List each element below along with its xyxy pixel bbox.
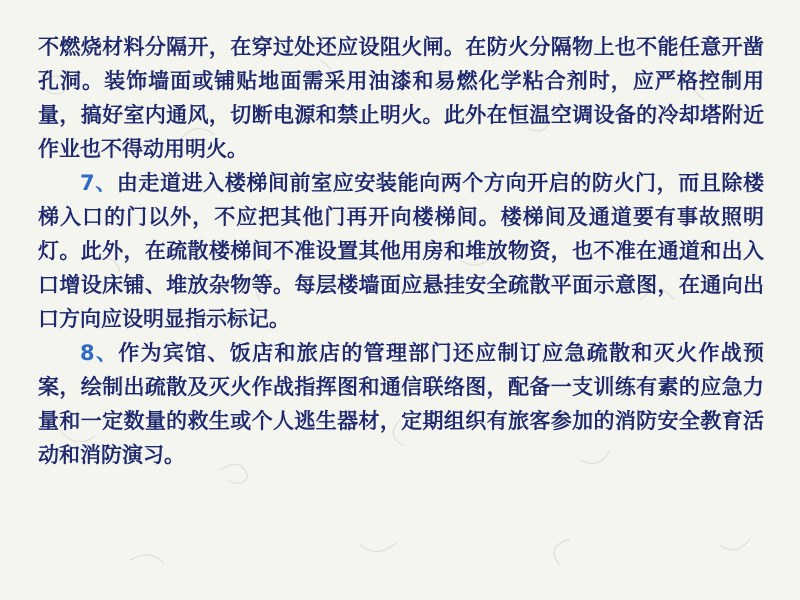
item-number: 8 bbox=[80, 341, 95, 365]
item-number: 7 bbox=[80, 171, 95, 195]
paragraph-text: 作为宾馆、饭店和旅店的管理部门还应制订应急疏散和灭火作战预案，绘制出疏散及灭火作战指挥图和通信联络图，配备一支训练有素的应急力量和一定数量的救生或个人逃生器材，定期组织有旅客参加的消防安全教育活动和消防演习。 bbox=[38, 341, 764, 467]
item-separator: 、 bbox=[94, 171, 117, 195]
paragraph-text: 不燃烧材料分隔开，在穿过处还应设阻火闸。在防火分隔物上也不能任意开凿孔洞。装饰墙面或铺贴地面需采用油漆和易燃化学粘合剂时，应严格控制用量，搞好室内通风，切断电源和禁止明火。此外在恒温空调设备的冷却塔附近作业也不得动用明火。 bbox=[38, 35, 764, 161]
paragraph-item-7 bbox=[38, 166, 764, 336]
item-separator: 、 bbox=[94, 341, 119, 365]
document-body bbox=[38, 30, 764, 472]
paragraph-item-8 bbox=[38, 336, 764, 472]
paragraph-continuation bbox=[38, 30, 764, 166]
paragraph-text: 由走道进入楼梯间前室应安装能向两个方向开启的防火门，而且除楼梯入口的门以外，不应把其他门再开向楼梯间。楼梯间及通道要有事故照明灯。此外，在疏散楼梯间不准设置其他用房和堆放物资，也不准在通道和出入口增设床铺、堆放杂物等。每层楼墙面应悬挂安全疏散平面示意图，在通向出口方向应设明显指示标记。 bbox=[38, 171, 764, 331]
